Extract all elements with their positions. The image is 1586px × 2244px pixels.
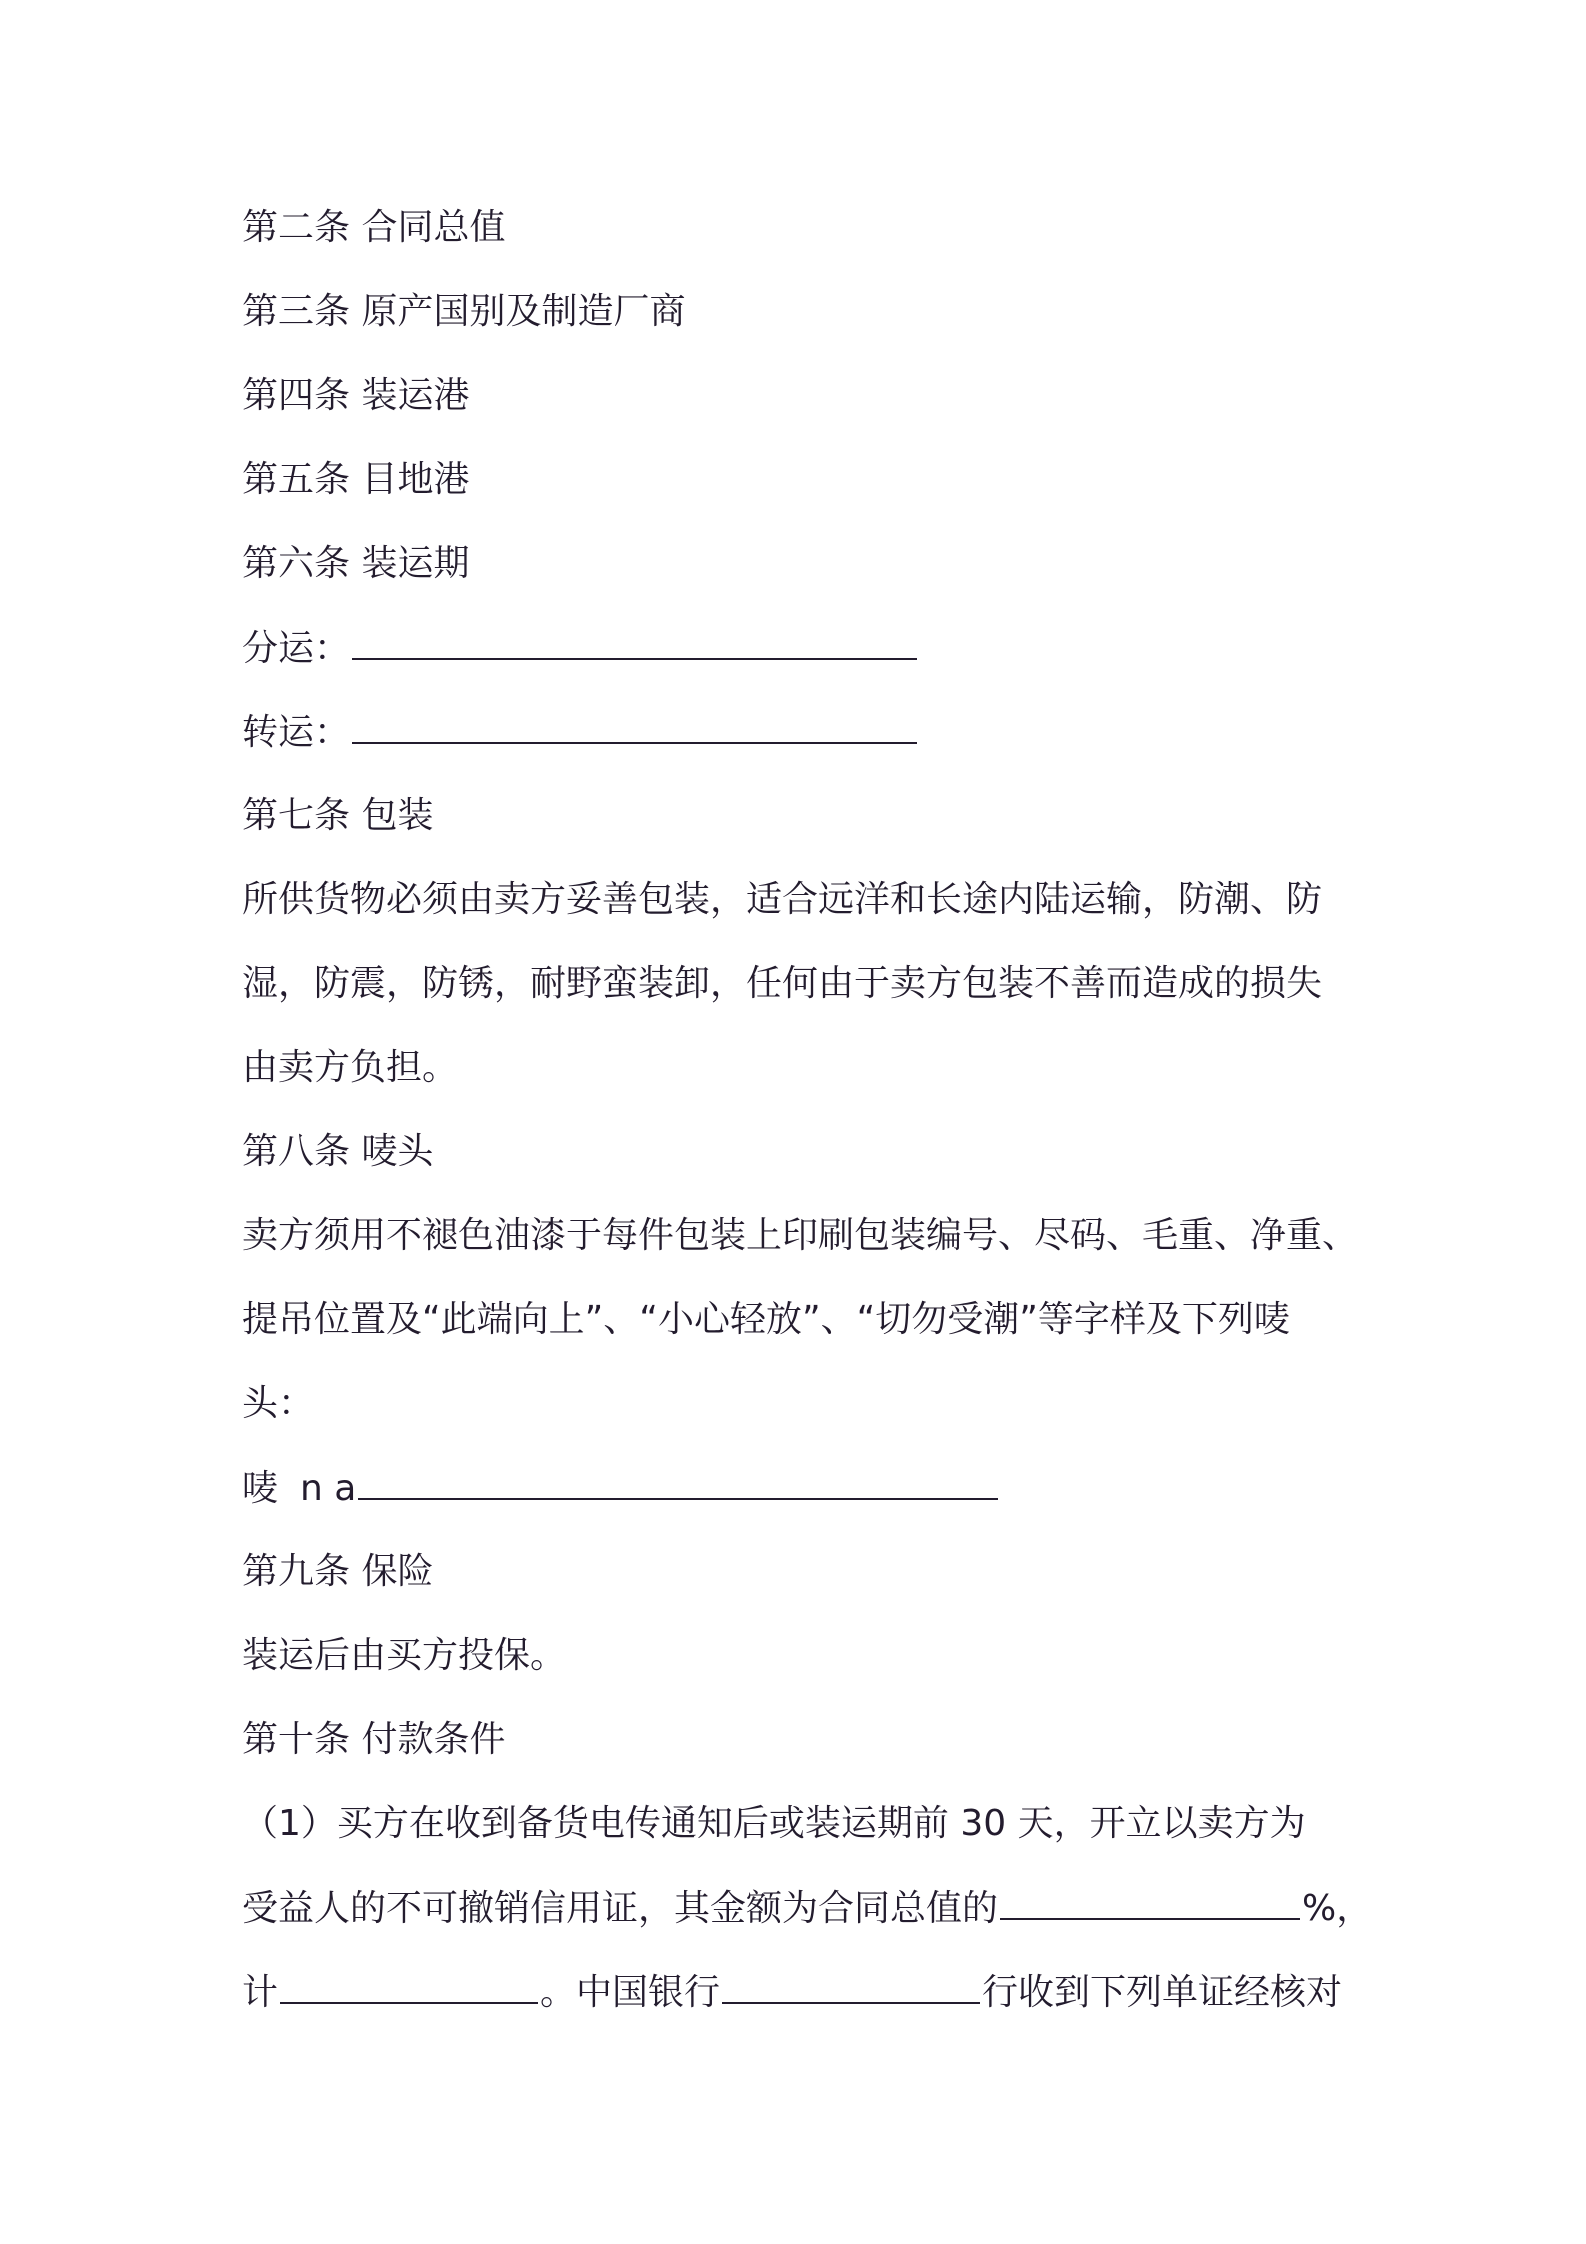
- amount-blank[interactable]: [280, 1968, 538, 2004]
- article-3-heading: 第三条 原产国别及制造厂商: [242, 291, 686, 332]
- shipping-mark-value: n a: [300, 1468, 357, 1509]
- packing-text-line-2: 湿，防震，防锈，耐野蛮装卸，任何由于卖方包装不善而造成的损失: [242, 963, 1323, 1004]
- payment-text-line-2: [242, 1884, 1372, 1933]
- marking-text-line-1: 卖方须用不褪色油漆于每件包装上印刷包装编号、尽码、毛重、净重、: [242, 1215, 1359, 1256]
- payment-text-line-2-end: %，: [1302, 1888, 1373, 1929]
- article-4-heading: 第四条 装运港: [242, 375, 470, 416]
- payment-text-line-2-start: 受益人的不可撤销信用证，其金额为合同总值的: [242, 1888, 999, 1929]
- payment-text-line-1: （1）买方在收到备货电传通知后或装运期前 30 天，开立以卖方为: [242, 1803, 1306, 1844]
- article-9-heading: 第九条 保险: [242, 1551, 434, 1592]
- shipping-mark-blank[interactable]: [358, 1464, 998, 1500]
- article-8-heading: 第八条 唛头: [242, 1131, 434, 1172]
- partial-shipment-blank[interactable]: [352, 624, 917, 660]
- shipping-mark-line: [242, 1464, 1000, 1513]
- article-6-heading: 第六条 装运期: [242, 543, 470, 584]
- packing-text-line-3: 由卖方负担。: [242, 1047, 459, 1088]
- marking-text-line-3: 头：: [242, 1383, 315, 1424]
- article-2-heading: 第二条 合同总值: [242, 207, 506, 248]
- payment-text-line-3-middle: 。中国银行: [540, 1972, 721, 2013]
- insurance-text-line-1: 装运后由买方投保。: [242, 1635, 567, 1676]
- transshipment-line: [242, 708, 919, 757]
- payment-text-line-3-start: 计: [242, 1972, 279, 2013]
- packing-text-line-1: 所供货物必须由卖方妥善包装，适合远洋和长途内陆运输，防潮、防: [242, 879, 1323, 920]
- article-5-heading: 第五条 目地港: [242, 459, 470, 500]
- bank-branch-blank[interactable]: [722, 1968, 980, 2004]
- marking-text-line-2: 提吊位置及“此端向上”、“小心轻放”、“切勿受潮”等字样及下列唛: [242, 1299, 1290, 1340]
- shipping-mark-label: 唛: [242, 1468, 279, 1509]
- article-7-heading: 第七条 包装: [242, 795, 434, 836]
- payment-text-line-3-end: 行收到下列单证经核对: [982, 1972, 1343, 2013]
- payment-text-line-3: [242, 1968, 1342, 2017]
- partial-shipment-line: [242, 624, 919, 673]
- contract-percent-blank[interactable]: [1000, 1884, 1300, 1920]
- transshipment-blank[interactable]: [352, 708, 917, 744]
- article-10-heading: 第十条 付款条件: [242, 1719, 506, 1760]
- transshipment-label: 转运：: [242, 712, 351, 753]
- partial-shipment-label: 分运：: [242, 628, 351, 669]
